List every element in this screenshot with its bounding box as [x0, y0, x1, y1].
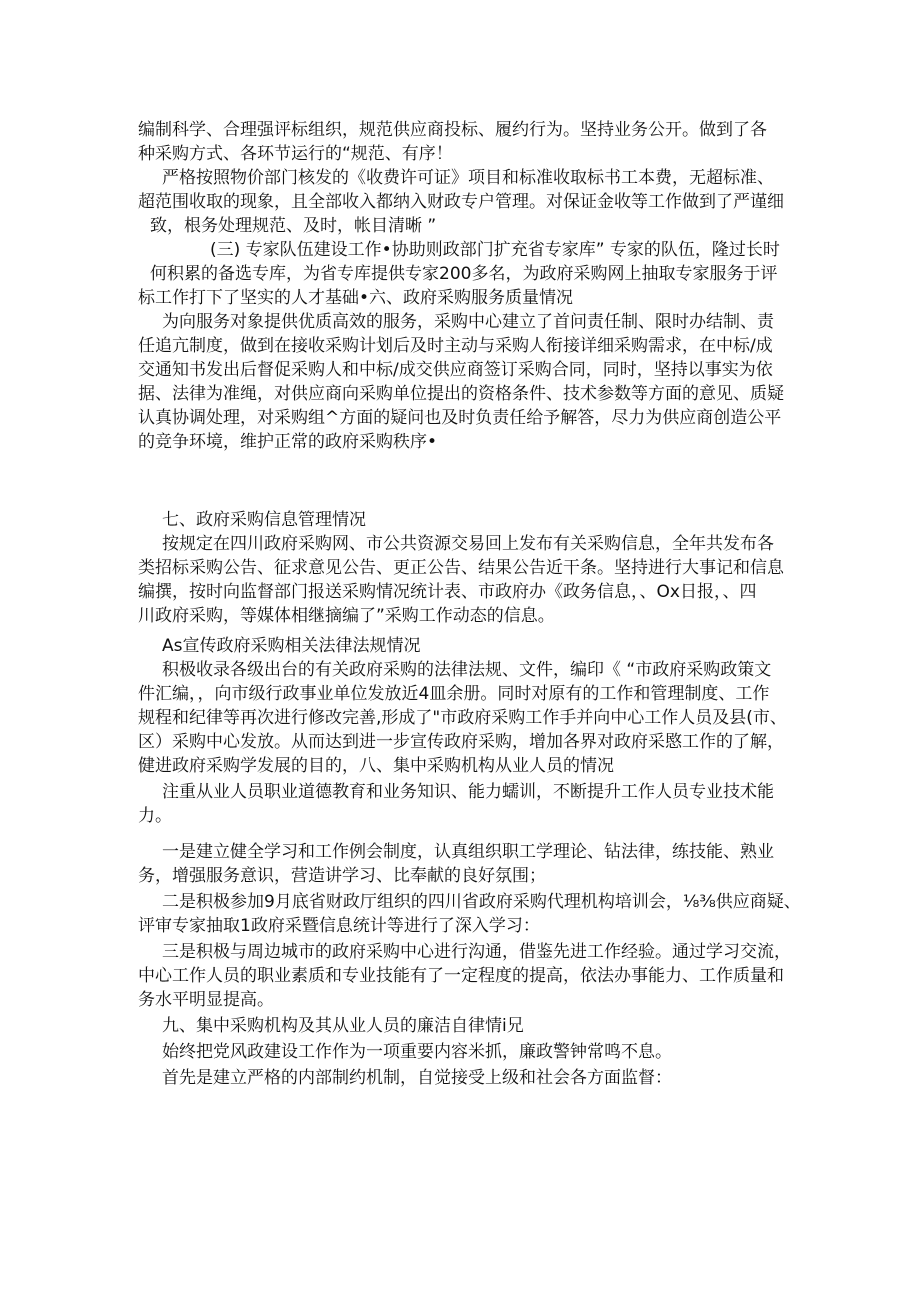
text-line: 评审专家抽取1政府采暨信息统计等进行了深入学习：: [138, 916, 540, 936]
text-line: 二是积极参加9月底省财政厅组织的四川省政府采购代理机构培训会，⅛⅜供应商疑、: [162, 892, 801, 912]
text-line: 注重从业人员职业道德教育和业务知识、能力蠕训，不断提升工作人员专业技术能: [162, 782, 774, 802]
text-line: 务水平明显提高。: [138, 990, 274, 1010]
text-line: 始终把党风政建设工作作为一项重要内容米抓，廉政警钟常鸣不息。: [162, 1042, 672, 1062]
text-line: 认真协调处理，对采购组^方面的疑问也及时负责任给予解答，尽力为供应商创造公平: [138, 408, 782, 428]
text-line: 积极收录各级出台的有关政府采购的法律法规、文件，编印《 “市政府采购政策文: [162, 660, 772, 680]
text-line: 区）采购中心发放。从而达到进一步宣传政府采购，增加各界对政府采愍工作的了解，: [138, 732, 784, 752]
text-line: 一是建立健全学习和工作例会制度，认真组织职工学理论、钻法律，练技能、熟业: [162, 842, 774, 862]
text-line: 三是积极与周边城市的政府采购中心进行沟通，借鉴先进工作经验。通过学习交流，: [162, 942, 791, 962]
text-line: 按规定在四川政府采购网、市公共资源交易回上发布有关采购信息，全年共发布各: [162, 534, 774, 554]
text-line: 务，增强服务意识，营造讲学习、比奉献的良好氛围；: [138, 866, 546, 886]
text-line: 严格按照物价部门核发的《收费许可证》项目和标准收取标书工本费，无超标准、: [162, 168, 774, 188]
text-line: 任追亢制度，做到在接收采购计划后及时主动与采购人衔接详细采购需求，在中标/成: [138, 336, 773, 356]
text-line: 的竞争环境，维护正常的政府采购秩序•: [138, 432, 438, 452]
section-heading: 七、政府采购信息管理情况: [162, 510, 366, 530]
text-line: 交通知书发出后督促采购人和中标/成交供应商签订采购合同，同时，坚持以事实为依: [138, 360, 773, 380]
text-line: 中心工作人员的职业素质和专业技能有了一定程度的提高，依法办事能力、工作质量和: [138, 966, 784, 986]
text-line: 标工作打下了坚实的人才基础•六、政府采购服务质量情况: [138, 288, 574, 308]
text-line: 规程和纪律等再次进行修改完善,形成了"市政府采购工作手并向中心工作人员及县(市、: [138, 708, 787, 728]
text-line: 编撰，按时向监督部门报送采购情况统计表、市政府办《政务信息，、Ox日报，、四: [138, 582, 757, 602]
text-line: 据、法律为准绳，对供应商向采购单位提出的资格条件、技术参数等方面的意见、质疑: [138, 384, 784, 404]
text-line: 首先是建立严格的内部制约机制，自觉接受上级和社会各方面监督：: [162, 1068, 672, 1088]
section-heading: As宣传政府采购相关法律法规情况: [162, 636, 421, 656]
text-line: 何积累的备选专库，为省专库提供专家200多名，为政府采购网上抽取专家服务于评: [150, 264, 778, 284]
text-line: (三) 专家队伍建设工作•协助则政部门扩充省专家库” 专家的队伍，隆过长时: [210, 240, 780, 260]
text-line: 川政府采购，等媒体相继摘编了”采购工作动态的信息。: [138, 606, 555, 626]
text-line: 超范围收取的现象，且全部收入都纳入财政专户管理。对保证金收等工作做到了严谨细: [138, 192, 784, 212]
text-line: 件汇编，，向市级行政事业单位发放近4皿余册。同时对原有的工作和管理制度、工作: [138, 684, 770, 704]
text-line: 致，根务处理规范、及时，帐目清晰 ”: [150, 216, 437, 236]
section-heading: 九、集中采购机构及其从业人员的廉洁自律情i兄: [162, 1016, 524, 1036]
text-line: 编制科学、合理强评标组织，规范供应商投标、履约行为。坚持业务公开。做到了各: [138, 120, 767, 140]
text-line: 类招标采购公告、征求意见公告、更正公告、结果公告近干条。坚持进行大事记和信息: [138, 558, 784, 578]
text-line: 力。: [138, 806, 172, 826]
text-line: 为向服务对象提供优质高效的服务，采购中心建立了首问责任制、限时办结制、责: [162, 312, 774, 332]
text-line: 种采购方式、各环节运行的“规范、有序！: [138, 144, 453, 164]
text-line: 健进政府采购学发展的目的，八、集中采购机构从业人员的情况: [138, 756, 614, 776]
